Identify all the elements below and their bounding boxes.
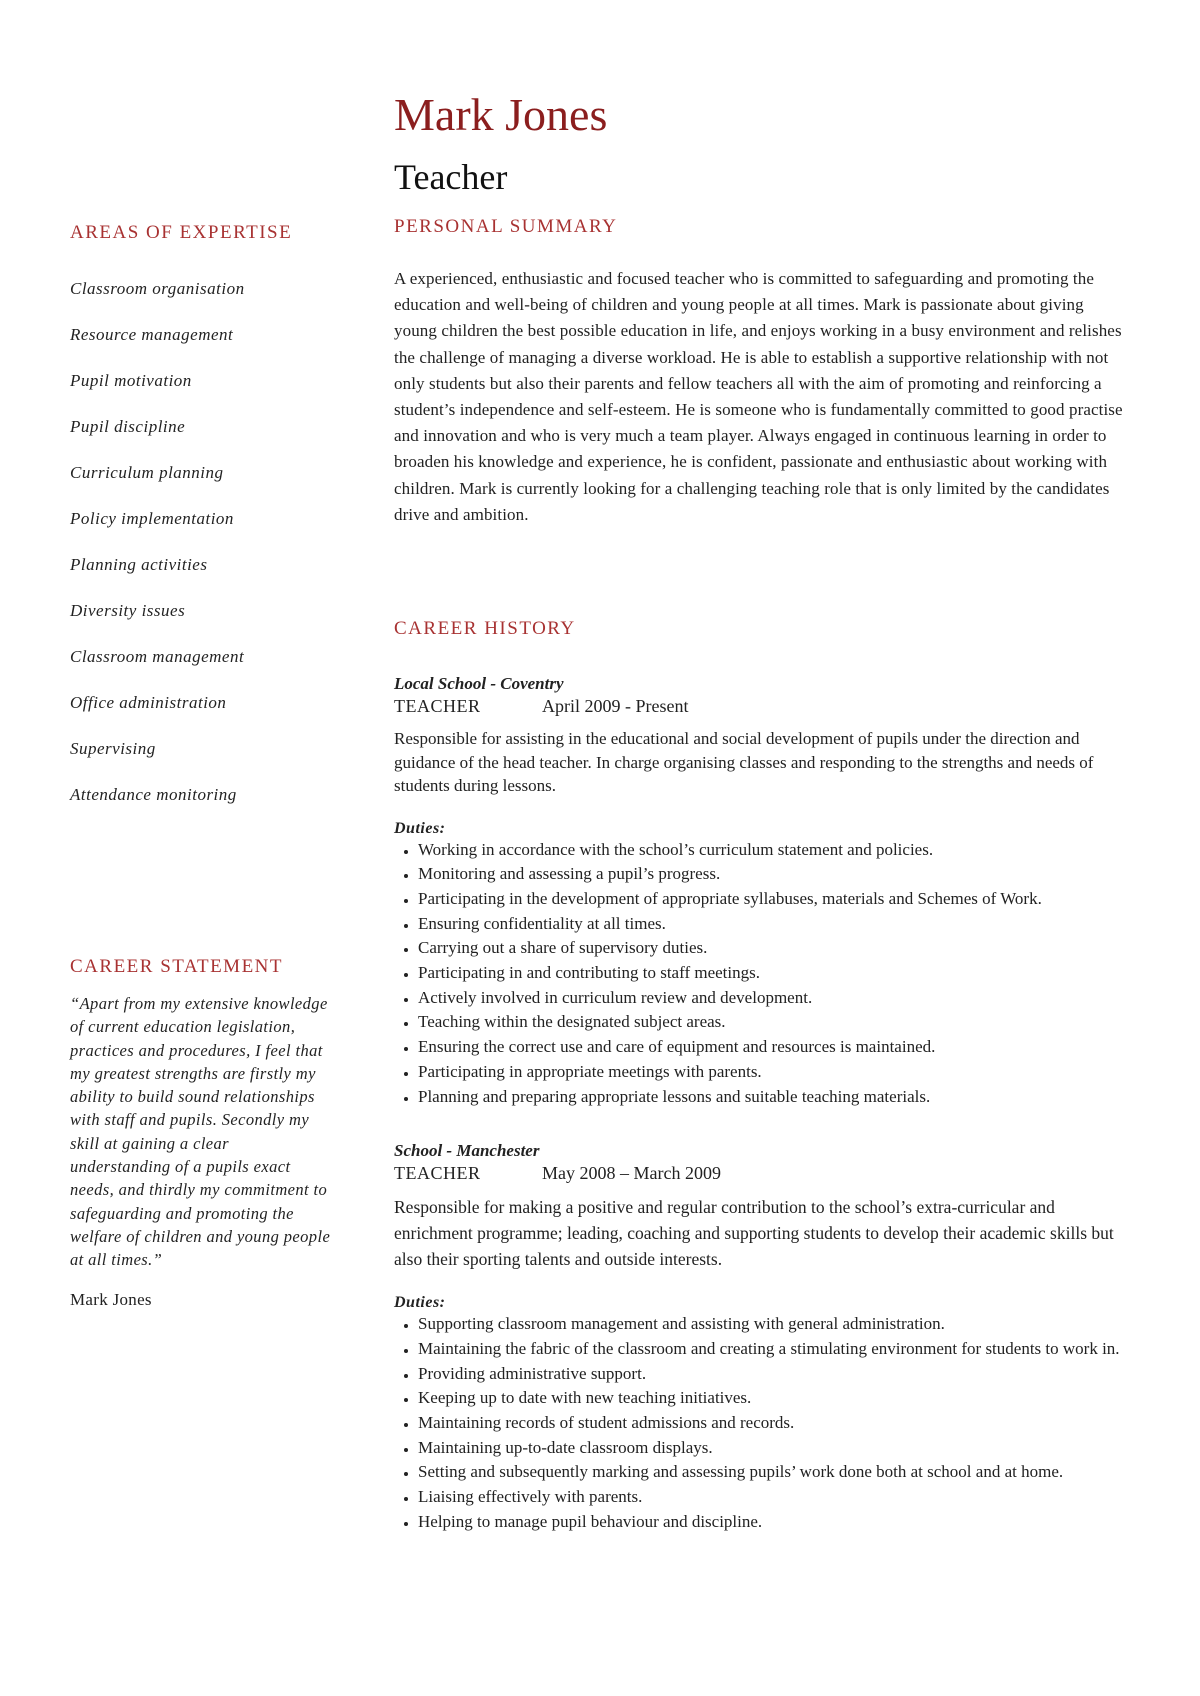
expertise-item: Pupil discipline bbox=[70, 417, 186, 436]
expertise-item: Supervising bbox=[70, 739, 156, 758]
employer: School - Manchester bbox=[394, 1141, 540, 1161]
signature: Mark Jones bbox=[70, 1289, 152, 1309]
duty-item: • Setting and subsequently marking and assessing pupils’ work done both at school and at home. bbox=[418, 1460, 1124, 1485]
personal-summary-heading: PERSONAL SUMMARY bbox=[394, 216, 618, 237]
duty-item: • Keeping up to date with new teaching initiatives. bbox=[418, 1386, 1124, 1411]
personal-summary-text: A experienced, enthusiastic and focused teacher who is committed to safeguarding and promoting the education and well-being of children and young people at all times. Mark is passionate about giving young children the best possible education in life, and enjoys working in a busy environment and relishes the challenge of managing a diverse workload. He is able to establish a supportive relationship with not only students but also their parents and fellow teachers all with the aim of promoting and reinforcing a student’s independence and self-esteem. He is someone who is fundamentally committed to good practise and innovation and who is very much a team player. Always engaged in continuous learning in order to broaden his knowledge and experience, he is confident, passionate and enthusiastic about working with children. Mark is currently looking for a challenging teaching role that is only limited by the candidates drive and ambition. bbox=[394, 269, 1123, 524]
expertise-item: Planning activities bbox=[70, 555, 208, 574]
career-history-section bbox=[394, 618, 1124, 1535]
job-role: TEACHER bbox=[394, 1163, 481, 1184]
duty-item: • Ensuring the correct use and care of equipment and resources is maintained. bbox=[418, 1035, 1124, 1060]
duty-item: • Maintaining records of student admissions and records. bbox=[418, 1411, 1124, 1436]
duty-item: • Teaching within the designated subject areas. bbox=[418, 1010, 1124, 1035]
duty-item: • Maintaining up-to-date classroom displays. bbox=[418, 1436, 1124, 1461]
job-line bbox=[394, 696, 1124, 717]
career-history-heading: CAREER HISTORY bbox=[394, 618, 576, 639]
job-line bbox=[394, 1163, 1124, 1184]
duty-item: • Helping to manage pupil behaviour and discipline. bbox=[418, 1510, 1124, 1535]
expertise-item: Resource management bbox=[70, 325, 234, 344]
expertise-item: Office administration bbox=[70, 693, 227, 712]
career-statement-section bbox=[70, 956, 332, 1310]
expertise-section bbox=[70, 222, 340, 830]
duty-item: • Actively involved in curriculum review and development. bbox=[418, 986, 1124, 1011]
job-entry bbox=[394, 1141, 1124, 1534]
duty-item: • Participating in and contributing to staff meetings. bbox=[418, 961, 1124, 986]
duties-list bbox=[394, 838, 1124, 1110]
expertise-item: Curriculum planning bbox=[70, 463, 224, 482]
duty-item: • Participating in appropriate meetings with parents. bbox=[418, 1060, 1124, 1085]
candidate-name: Mark Jones bbox=[394, 89, 608, 140]
expertise-item: Classroom management bbox=[70, 647, 245, 666]
expertise-item: Policy implementation bbox=[70, 509, 234, 528]
expertise-item: Diversity issues bbox=[70, 601, 186, 620]
duties-label: Duties: bbox=[394, 819, 446, 837]
duty-item: • Supporting classroom management and assisting with general administration. bbox=[418, 1312, 1124, 1337]
expertise-heading: AREAS OF EXPERTISE bbox=[70, 222, 293, 243]
duty-item: • Planning and preparing appropriate lessons and suitable teaching materials. bbox=[418, 1085, 1124, 1110]
job-role: TEACHER bbox=[394, 696, 481, 716]
job-dates: May 2008 – March 2009 bbox=[542, 1163, 721, 1184]
duty-item: • Maintaining the fabric of the classroom and creating a stimulating environment for students to work in. bbox=[418, 1337, 1124, 1362]
job-title: Teacher bbox=[394, 157, 508, 197]
expertise-item: Attendance monitoring bbox=[70, 785, 237, 804]
career-statement-heading: CAREER STATEMENT bbox=[70, 956, 284, 977]
duties-list bbox=[394, 1312, 1124, 1534]
job-entry bbox=[394, 674, 1124, 1109]
expertise-item: Classroom organisation bbox=[70, 279, 245, 298]
duty-item: • Participating in the development of appropriate syllabuses, materials and Schemes of Work. bbox=[418, 887, 1124, 912]
job-description: Responsible for making a positive and regular contribution to the school’s extra-curricular and enrichment programme; leading, coaching and supporting students to develop their academic skills but also their sporting talents and outside interests. bbox=[394, 1197, 1114, 1270]
expertise-list bbox=[70, 278, 340, 830]
duty-item: • Liaising effectively with parents. bbox=[418, 1485, 1124, 1510]
career-statement-text: “Apart from my extensive knowledge of current education legislation, practices and procedures, I feel that my greatest strengths are firstly my ability to build sound relationships with staff and pupils. Secondly my skill at gaining a clear understanding of a pupils exact needs, and thirdly my commitment to safeguarding and promoting the welfare of children and young people at all times.” bbox=[70, 994, 331, 1270]
duty-item: • Providing administrative support. bbox=[418, 1362, 1124, 1387]
duty-item: • Carrying out a share of supervisory duties. bbox=[418, 936, 1124, 961]
personal-summary-section bbox=[394, 216, 1124, 528]
expertise-item: Pupil motivation bbox=[70, 371, 192, 390]
duty-item: • Working in accordance with the school’s curriculum statement and policies. bbox=[418, 838, 1124, 863]
employer: Local School - Coventry bbox=[394, 674, 564, 693]
duty-item: • Monitoring and assessing a pupil’s progress. bbox=[418, 862, 1124, 887]
job-description: Responsible for assisting in the educational and social development of pupils under the direction and guidance of the head teacher. In charge organising classes and responding to the strengths and needs of students during lessons. bbox=[394, 729, 1094, 795]
duty-item: • Ensuring confidentiality at all times. bbox=[418, 912, 1124, 937]
duties-label: Duties: bbox=[394, 1294, 446, 1312]
job-dates: April 2009 - Present bbox=[542, 696, 689, 716]
